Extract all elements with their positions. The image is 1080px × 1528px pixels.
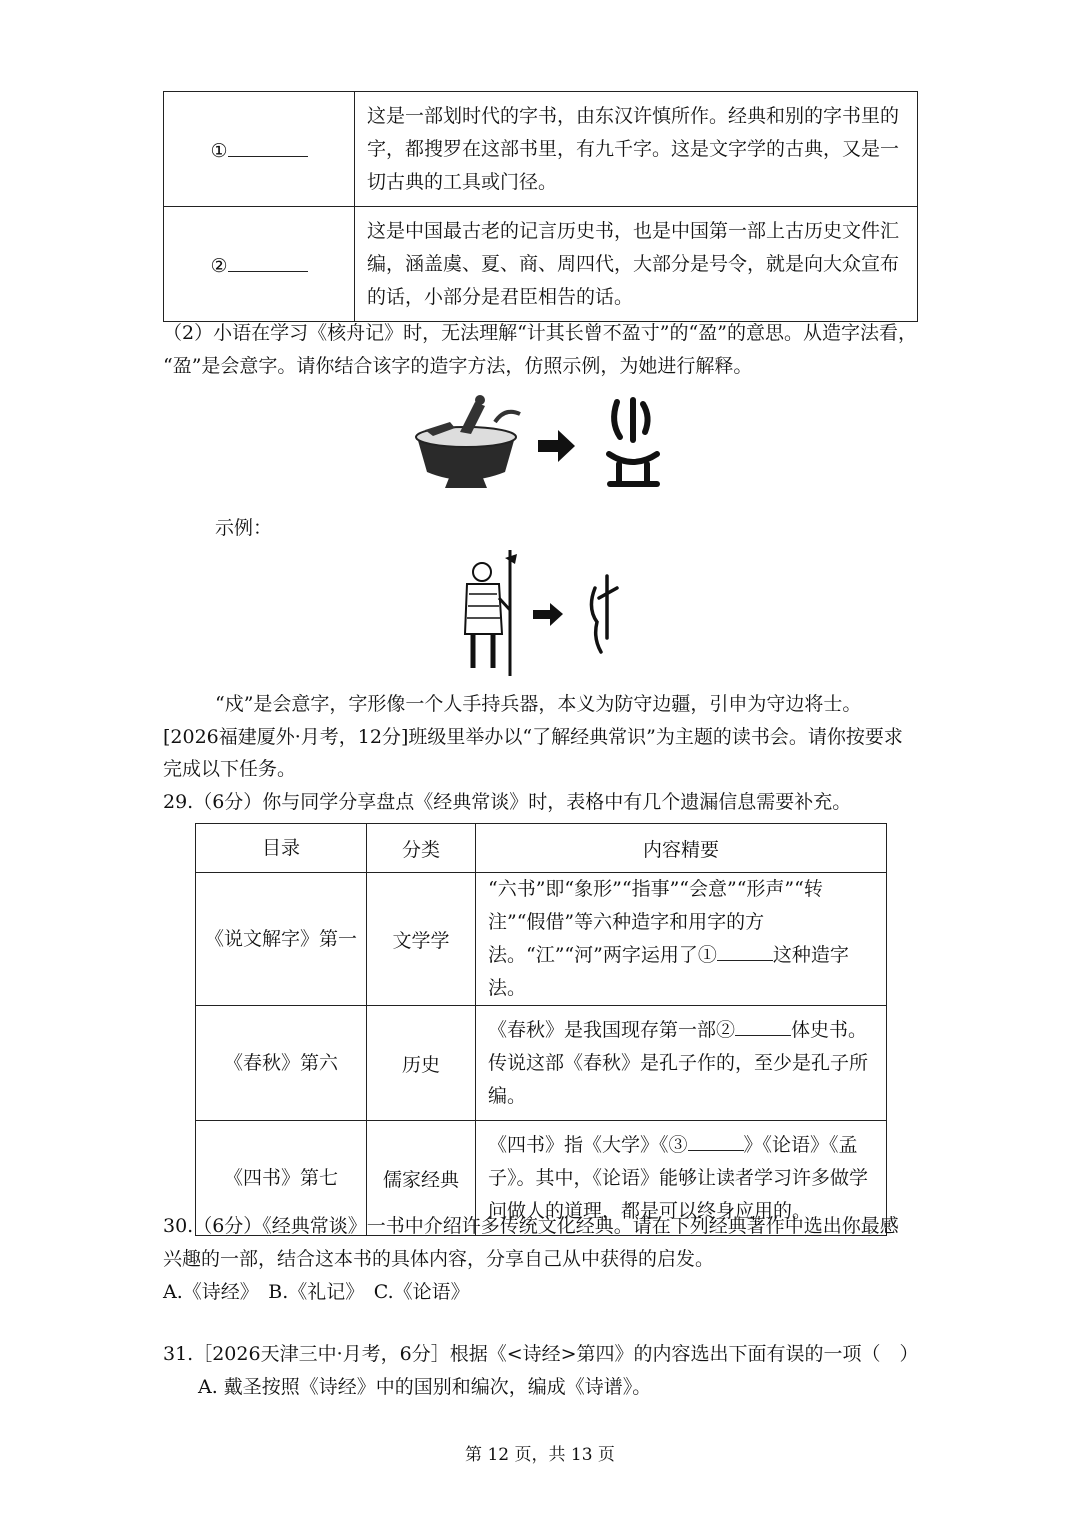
- blank-cell-1: [164, 92, 355, 207]
- ying-glyph: [609, 400, 657, 484]
- shu-glyph: [591, 576, 617, 652]
- table-row: [164, 207, 918, 322]
- vessel-picture: [416, 395, 520, 488]
- blank-label: ①: [210, 139, 228, 162]
- category-cell: 文学学: [367, 873, 476, 1006]
- q2-line-2: “盈”是会意字。请你结合该字的造字方法，仿照示例，为她进行解释。: [163, 355, 753, 377]
- description-cell: 这是中国最古老的记言历史书，也是中国第一部上古历史文件汇编，涵盖虞、夏、商、周四代，大部分是号令，就是向大众宣布的话，小部分是君臣相告的话。: [355, 207, 918, 322]
- table-header-row: [196, 824, 887, 873]
- header-directory: 目录: [196, 824, 367, 873]
- category-cell: 历史: [367, 1006, 476, 1121]
- category-cell: 儒家经典: [367, 1121, 476, 1236]
- summary-cell: 《四书》指《大学》《③ 》《论语》《孟子》。其中，《论语》能够让读者学习许多做学问做人的道理，都是可以终身应用的。: [476, 1121, 887, 1236]
- example-label: 示例：: [215, 517, 273, 539]
- blank-cell-2: [164, 207, 355, 322]
- intro-line-1: [2026福建厦外·月考，12分]班级里举办以“了解经典常识”为主题的读书会。请你按要求: [163, 726, 903, 748]
- shu-character-illustration: [455, 548, 625, 680]
- directory-cell: 《说文解字》第一: [196, 873, 367, 1006]
- q31-stem: 31.［2026天津三中·月考，6分］根据《<诗经>第四》的内容选出下面有误的一项（ ）: [163, 1343, 919, 1365]
- intro-line-2: 完成以下任务。: [163, 758, 297, 780]
- directory-cell: 《春秋》第六: [196, 1006, 367, 1121]
- soldier-picture: [465, 550, 517, 676]
- summary-cell: 《春秋》是我国现存第一部② 体史书。传说这部《春秋》是孔子作的，至少是孔子所编。: [476, 1006, 887, 1121]
- q2-line-1: （2）小语在学习《核舟记》时，无法理解“计其长曾不盈寸”的“盈”的意思。从造字法看，: [163, 322, 917, 344]
- description-cell: 这是一部划时代的字书，由东汉许慎所作。经典和别的字书里的字，都搜罗在这部书里，有九千字。这是文字学的古典，又是一切古典的工具或门径。: [355, 92, 918, 207]
- table-row: [164, 92, 918, 207]
- q31-option-a: A. 戴圣按照《诗经》中的国别和编次，编成《诗谱》。: [198, 1376, 652, 1398]
- table-row: [196, 1006, 887, 1121]
- header-summary: 内容精要: [476, 824, 887, 873]
- q30-line-1: 30.（6分）《经典常谈》一书中介绍许多传统文化经典。请在下列经典著作中选出你最感: [163, 1215, 899, 1237]
- arrow-right-icon: [533, 603, 563, 626]
- q30-options: A.《诗经》 B.《礼记》 C.《论语》: [163, 1281, 470, 1303]
- header-category: 分类: [367, 824, 476, 873]
- summary-cell: “六书”即“象形”“指事”“会意”“形声”“转注”“假借”等六种造字和用字的方法。“江”“河”两字运用了① 这种造字法。: [476, 873, 887, 1006]
- answer-blank[interactable]: [228, 137, 308, 157]
- classics-table: [195, 823, 887, 1236]
- answer-blank[interactable]: [688, 1131, 744, 1151]
- table-row: [196, 873, 887, 1006]
- example-text: “戍”是会意字，字形像一个人手持兵器，本义为防守边疆，引申为守边将士。: [215, 693, 862, 715]
- book-table-1: [163, 91, 918, 322]
- q30-line-2: 兴趣的一部，结合这本书的具体内容，分享自己从中获得的启发。: [163, 1248, 715, 1270]
- page-number: 第 12 页，共 13 页: [465, 1445, 615, 1465]
- ying-character-illustration: [405, 392, 670, 502]
- arrow-right-icon: [538, 430, 575, 462]
- directory-cell: 《四书》第七: [196, 1121, 367, 1236]
- q29-stem: 29.（6分）你与同学分享盘点《经典常谈》时，表格中有几个遗漏信息需要补充。: [163, 791, 852, 813]
- answer-blank[interactable]: [228, 252, 308, 272]
- answer-blank[interactable]: [717, 941, 773, 961]
- blank-label: ②: [210, 254, 228, 277]
- answer-blank[interactable]: [735, 1016, 791, 1036]
